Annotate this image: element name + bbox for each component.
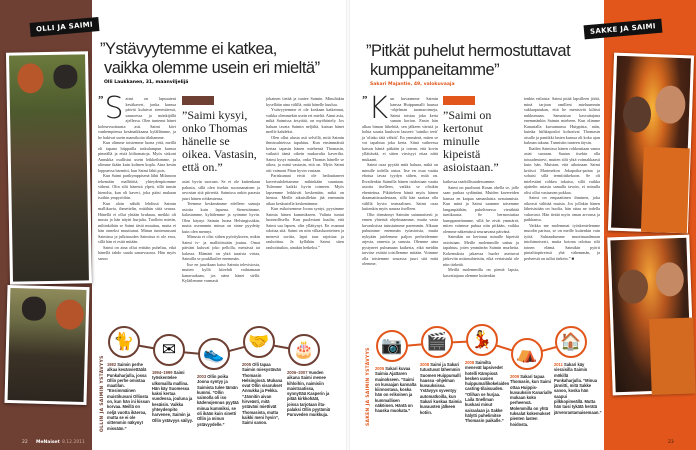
timeline-year: 2005: [375, 366, 385, 371]
timeline-text: Saimin perhe alkaa kesänviettäälä Punkaharjulla, jossa Ollin perhe omistaa maatilan. ”Ensimmäinen muistikuvani Olliosta on, kun hän ini kissan korvaa. Meillä on neljä vuotta ikäeroa, mutta se ei ole sittemmin näkynyt missään.”: [107, 362, 150, 431]
mail-icon: ✉: [153, 334, 185, 366]
body-column-3: [524, 96, 600, 261]
timeline-entry: [465, 360, 508, 424]
title-line: kumppaneitamme”: [370, 60, 500, 79]
byline: Sakari Majantie, 49, valokuvaaja: [370, 82, 455, 87]
drop-cap: K: [368, 91, 389, 126]
body-column-2: [443, 96, 519, 278]
timeline-year: 2006–2007: [287, 370, 308, 375]
cake-icon: 🎂: [288, 334, 320, 366]
camera-icon: 📷: [376, 330, 408, 362]
cat-icon: 🐈: [108, 326, 140, 358]
timeline-year: 2008: [420, 362, 430, 367]
photo-sakke-saimi-2: [607, 235, 694, 396]
timeline-entry: [375, 366, 418, 414]
drop-cap: S: [104, 91, 124, 126]
person-head: [622, 96, 651, 133]
person-head: [655, 85, 686, 124]
timeline-label: OLLIN JA SAIMIN YSTÄVYYS: [100, 355, 105, 432]
page-spine: [346, 0, 350, 450]
body-column-2: [182, 96, 260, 284]
paragraph: Teemme keskenämme edelleen samoja asioita kuin lapsena. Sienestämme, kalastamme, kyläilemme ja syömme hyvin. Olen käynyt Saimin luona Helsingissäkin, mutta useammin minua on sinne pyydetty kuin olen mennyt.: [182, 201, 260, 234]
timeline-text: Ollin poika Joona syntyy ja Saimista tulee tämän kummi. ”Ollin vaimolla oli iso kädenojennus pyytää minua kummiksi, se oli ikään kuin sinetti Ollin ja minun ystävyydelle.”: [197, 374, 239, 427]
timeline-entry: [554, 362, 602, 415]
timeline-entry: [152, 370, 195, 423]
section-tag: SAKKE JA SAIMI: [584, 19, 663, 40]
paragraph: Meillä molemmilla on pieniä lapsia, kasvattajana olemme kuitenkin: [443, 267, 519, 278]
person-hair: [55, 299, 84, 330]
paragraph: un kuvaamme Saimin kanssa Huippumalli haussa -ohjelman tuomaroimeja, Saimi toistaa joka kerta saman korion. Ensin hän alkaa himan liikehtiä, sen jälkeen värisiä ja kohta suusta kuuluvat lauseet: 'sainiko teeti' ja 'oliako tätä vähtiä'. En ymmärrä, miten se voi tapahtua joka kerta. Siinä vaiheessa katson häntä pitkään ja totean, että kovin yllättävää, ei sitten virsisyyt ettaa niitä mukaani.: [362, 96, 438, 162]
timeline-text: Vuoden aikana Saimi menee kihloihin, naimisiin maistraatissa, synnyttää Kasperin ja pitää kirkkohäät, joissa tarjotaan ilta-palaksi Ollin pyytämiä Puruveden muikkuja.: [287, 370, 331, 418]
paragraph: Saimi on aina ollut erittäin puhelias, eikä hänellä tahdo saada sanarvuoroa. Hän myös sanoo: [98, 244, 176, 261]
quote-mark: ”: [98, 94, 104, 106]
timeline-entry: [510, 374, 553, 427]
timeline-year: 2005: [242, 362, 252, 367]
person-head: [655, 262, 684, 297]
timeline-year: 1994–1999: [152, 370, 173, 375]
pull-quote: ”Saimi kysyi, onko Thomas hänelle se oikea. Vastasin, että on.”: [182, 108, 257, 174]
paragraph: Saimi on empaattinen ihminen, joka oikeasti välittää muista. Jos jollakin hänen läheisistään on huolia, hän ottaa ne todella vakavasti. Hän tietää myös oman arvonsa ja paikkansa.: [524, 195, 600, 222]
paragraph: Kun Saimi parikymppisenä lähti Milanoon tekemään mallitöitä, yhteydenpitomme väheni. Olin silti hänestä ylpeä, sillä tunsin hienolta, kun oli kaveri, joka pääsi mukaan isoihin ympyröihin.: [98, 173, 176, 200]
section-tag: OLLI JA SAIMI: [30, 17, 100, 37]
paragraph: Olin törmännyt Saimiin satunnaisesti jo ennen yhteistä ohjelmaamme, mutta vasta kuvauksissa tutustuimme paremmin. Alkuun puhuimme enemmän työasioista, mutta nykyään jutelemme paljon perheidemme arjesta, onnesta ja surusta. Olemme aina pystyneet puhumaan kaikesta, eikä meidän tarvitse esittää toisillemme mitään. Voimme olla toistemme seurassa juuri sitä mitä olemme,: [362, 211, 438, 266]
paragraph: kaikessa raadollisuudessamme.: [443, 179, 496, 184]
page-number: 22: [22, 440, 28, 445]
title-line: ”Pitkät puhelut hermostuttavat: [366, 42, 571, 60]
timeline-text: Sakari käy vieraisilla Saimin mökillä Punkaharjulla. ”Minua jännitti, mitä Sakke sanoo, koska hän saapui pilkkopimeällä. Mutta hän taisi tykätä herätä järvenrantamaisemaan.”: [554, 362, 602, 415]
paragraph: Kun esikoisemme Joona syntyi, pyysimme Saimia hänen kummikseen. Valinta tuntui luonnollisella. Kun puolestani kuulin, että Saimi saa lapsen, olin yllättynyt. En osannut odottaa sitä. Saimi on niin vilkasluonteinen ja menevä sorttia, lapsi taas rajoittaa ja rauhoittaa. Ja kyllähän Saimi siten rauhoittuikin, ainakin hetkeksi.”: [266, 206, 344, 250]
issue-date: 8.12.2011: [62, 440, 85, 445]
person-hat: [53, 64, 77, 88]
timeline-entry: [287, 370, 330, 418]
paragraph: jokainen tietää ja tuntee Saimin. Minultakin kysellään aina välillä, mitä hänelle kuuluu.: [266, 96, 344, 107]
magazine-name: MeNaiset: [36, 440, 60, 445]
timeline-entry: [420, 362, 463, 415]
timeline-year: 2008: [465, 360, 475, 365]
tent-icon: ⛺: [511, 338, 543, 370]
paragraph: Minusta ei olisi siihen pyöritykseen, mikin Saimi tv- ja mallitöissään joutuu. Omat päiväni kuluvat joko pellolla, metsässä tai kalassa. Elämäni on yhtä tasaista virtaa, Saimilla se pouklkoilee enemmän.: [182, 234, 260, 261]
dancer-icon: 💃: [466, 324, 498, 356]
paragraph: Ystävyytemme ei ole koskaan katkennut, vaikka olemmekin usein eri mieltä. Ainut asia, mikä Saimissa ärsyttää, on myöhästely. Jos haluan tavata Saimin neljältä, kutsun hänet meille kahdeksi.: [266, 107, 344, 134]
timeline-year: 2009: [510, 374, 520, 379]
body-column-1: [98, 91, 176, 261]
photo-sakke-saimi-1: [608, 53, 694, 234]
timeline-entry: [107, 362, 150, 431]
timeline-entry: [242, 362, 285, 426]
timeline-text: Saimilta menevät lapsivedet hotelli Kämpissä kesken uusien huippumallikokelaiden casting-tilaisuuden. ”Olihan se hurjaa. Laila Snellman kuskasi minut sairaalaan ja Sakke hälytti puhelimitse Thomasin paikalle.”: [465, 360, 510, 424]
paragraph: Kun olimme toistemme luona yötä, meillä oli tapana hiippailla taskulampun kanssa pimeällä ja etsiä kiiltomatoja. Myös siskoni Annukka osallistui usein leikkeihimme, ja olimme ikään kuin kolmen kopla. Aina kesän loppuessa harmitti, kun Saimi lähti pois.: [98, 140, 176, 173]
orange-sweater: [641, 147, 690, 234]
timeline-year: 1982: [107, 362, 117, 367]
photo-olli-saimi-2: [4, 285, 89, 405]
paragraph: Ihailen Saimissa hänen rohkeuttaan sanoa asiat suoraan. Saatan itsekin olla totuudentorvi, mutten silti yhtä voimakkaasti kuin hän. Muistan, että aikoinaan Saimi kritisoi Marimekon Jokapoika-paitaa ja sohaisi sillä termiittikekoon. Se oli mielestäni rohkea tokaisu, sillä vaikka ajattelin asiasta samalla tavoin, ei minulla olisi ollut vastaavan pokkaa.: [524, 145, 600, 195]
timeline-year: 2003: [197, 374, 207, 379]
article-title: [366, 42, 570, 79]
pullquote-bar: [182, 96, 214, 105]
paragraph: Kun aloin nähdä lehdissä Saimin mallikuvia, ihmettelin, mitähän siitä seuraa. Hänellä ei ollut yhtään bruknaa, meikki oli musta ja hän näytti hurjalta. Tuolloin mietin, mihinköhän se Saimi tästä muuttuu, mutta ei hän onneksi muuttunut. Minun tuntemassani Saimissa ja julkisuuden Saimissa ei ole eroa, sillä hän ei esitä mitään.: [98, 200, 176, 244]
paragraph: Saimi on puolisoni Rosan obella se, jolle saan purkaa sydäntäni. Muiden kavereiden kanssa en katpaa samanlaista avautumista. Kun minä ja Saimi saamme toisemme langanpäähän, puhelimessa vierähtää tuntikausia. Se hermostuttaa kumppaneitamme, sillä he eivät ymmärrä, miten voimme puhua niin pitkään, vaikka olemme näkemässä seuraavana päivänä.: [443, 184, 519, 234]
timeline-text: Saimi ja Sakari tutustuvat lähemmin Suomen Huippumalli haussa -ohjelman kuvauksissa. Ystävyys syventyy automatkoilla, kun Sakari kuskaa Saimia kuvausten jälkeen kotiin.: [420, 362, 462, 415]
timeline-text: Saimi työskentelee ulkomailla mallina. Hän käy Suomessa kaksi kertaa vuodessa, jouluna ja kesäisin. Vaikka yhteydenpito harvenee, Saimin ja Ollin ystävyys säilyy.: [152, 370, 193, 423]
person-head: [617, 269, 648, 304]
page-number: 23: [668, 440, 674, 445]
quote-mark: ”: [362, 94, 368, 106]
byline: Olli Laukkanen, 31, maanviljelijä: [104, 80, 189, 85]
title-line: ”Ystävyytemme ei katkea,: [100, 40, 277, 58]
person-hair: [17, 63, 44, 93]
person-hat: [22, 296, 47, 321]
paragraph: Vaikka me molemmat työskentelemme muodin parissa, se on meille kuitenkin vain työtä. Suhtaudumme muotimaailmaan intohimoisesti, mutta kotona odottaa silti toinen elämä. Saimikin pyörii pintalitopiireissä yhä vähemmän, ja perheestä on tullut tärkein.” ■: [524, 222, 600, 261]
timeline-year: 2011: [554, 362, 563, 367]
paragraph: tenkin erilaisia: Saimi pitää lapsilleen jöötä, minä tarjoan omilleni mieluummin suklaapatukan, että he menisivät kiltisti nukkumaan. Samaistun kasvattajana enemmänkin Saimin mieheen. Kun olimme Kanarialla kuvaamassa Huippista, näin, kuinka hiihkaposlot kohosivat Thomasin otsalle ja paniikki lasten kanssa oli koko ajan kulman takana. Tunnistin tunteen täysin.: [524, 96, 600, 145]
timeline-text: Sakari kuvaa Saimia Ajattaren mainokseen. ”Saimi on kuvaajan kannalta kiinnostava, koska hän on erikoinen ja kummallisen näköinen. Häntä on hauska muokata.”: [375, 366, 417, 414]
paragraph: Saimikin on kertonut minulle kipeistä asioistaan. Meille molemmille sattuu ja tapahtuu, joten ymmärrän Saimin murheita. Kokemuksia jakaessa huolet asettuvat järkeviin mittasuhteisiin, eikä vertaistuki ole niin tärkeää.: [443, 234, 519, 267]
paragraph: Itse en juurikaan katso Saimia televisiosta, mutten kyllä kiirehdi vaihtamaan kanavaakaan, jos näen hänet siellä. Kyläilemme varmasti: [182, 261, 260, 283]
handshake-icon: 🤝: [243, 326, 275, 358]
pull-quote: ”Saimi on kertonut minulle kipeistä asioistaan.”: [443, 108, 499, 174]
photo-olli-saimi-1: [6, 51, 92, 284]
paragraph: Pariskunnat eivät ole heilauttaneet kaverisuhdettamme mihinkään suuntaan. Tulemme kaikki hyvin toimeen. Myös lapsemme leikkivät keskenään, mikä on hienoa. Meille aikuisillekin jää enemmän aikaa keskustella keskenämme.: [266, 173, 344, 206]
baby-shoes-icon: 👟: [198, 338, 230, 370]
clapperboard-icon: 🎬: [421, 326, 453, 358]
body-column-3: [266, 96, 344, 250]
article-title: [100, 40, 320, 77]
paragraph: Olen ollut alusta asti selvillä, mitä Saimin ihmissuhteissa tapahtuu. Kun ensimmäistä kertaa tapasin hänen miehensä Thomasin, vaikutti tämä oikein mukavalta kaverilta. Saimi kysyi minulta, onko Thomas hänelle se oikea, ja minä vastasin, että on. Myös Saimi otti vaimoni Piian hyvin vastaan.: [266, 134, 344, 173]
paragraph: aimi on lapsuuteni kesäkaveri, jonka kanssa päivät kuluivat sienestäessä, saunoessa ja mönkijällä ajellessa. Olen tuntenut hänet kolmevuotiaasta asti. Saimi kävi vanhempiensa kesänaikkaana kylällämme, ja he hakivat usein mansikoita tilaltamme.: [98, 96, 176, 140]
timeline-entry: [197, 374, 240, 427]
paragraph: asiat hyvin suoraan. Se ei ole kuitenkaan pahasta, sillä olen itsekin suorasanainen ja arvostan sitä piirrettä. Saimissa onkin parasta juuri hänen rohkeutensa.: [182, 179, 260, 201]
title-line: vaikka olemme usein eri mieltä”: [104, 58, 320, 77]
timeline-text: Olli tapaa Saimin miesystävän Thomasin Helsingissä. Mukana ovat Ollin sisarukset Annukka ja Pekka. ”Jännitin aivan hirveästi, mitä ystäväni miettivät Thomasista, mutta kaikki meni hyvin”, Saimi sanoo.: [242, 362, 283, 426]
paragraph: Saimi osaa pyytää mitä haluaa, mikä on minulle todella outoa. Itse en osaa vaatia ebotua tavaa tyydyn siihen, mitä on. Ihvailenkin Saimilla hänen taidostaan vaatia asioita itselleen, vaikka se olisikin ehentettua. Pikitteleen häntä myös hänen draamattisuudestaan, sillä hän saattaa olla välillä hyvin teatraalinen. Saimi osaa kuitenkin myös nauraa itselleen.: [362, 162, 438, 211]
pullquote-bar: [443, 96, 475, 105]
body-column-1: [362, 91, 438, 267]
timeline-label: SAKEN JA SAIMIN YSTÄVYYS: [366, 347, 371, 426]
timeline-text: Sakari tapaa Thomasin, kun Saimi ottaa Huippis-kuvauksiin Kanarialle mukaan koko perheensä. Molemmilla on yhtä tuksalat kokemukset pienten lasten hoidosta.: [510, 374, 552, 427]
right-page: [348, 0, 696, 450]
house-icon: 🏠: [555, 326, 587, 358]
orange-sweater: [649, 318, 696, 395]
